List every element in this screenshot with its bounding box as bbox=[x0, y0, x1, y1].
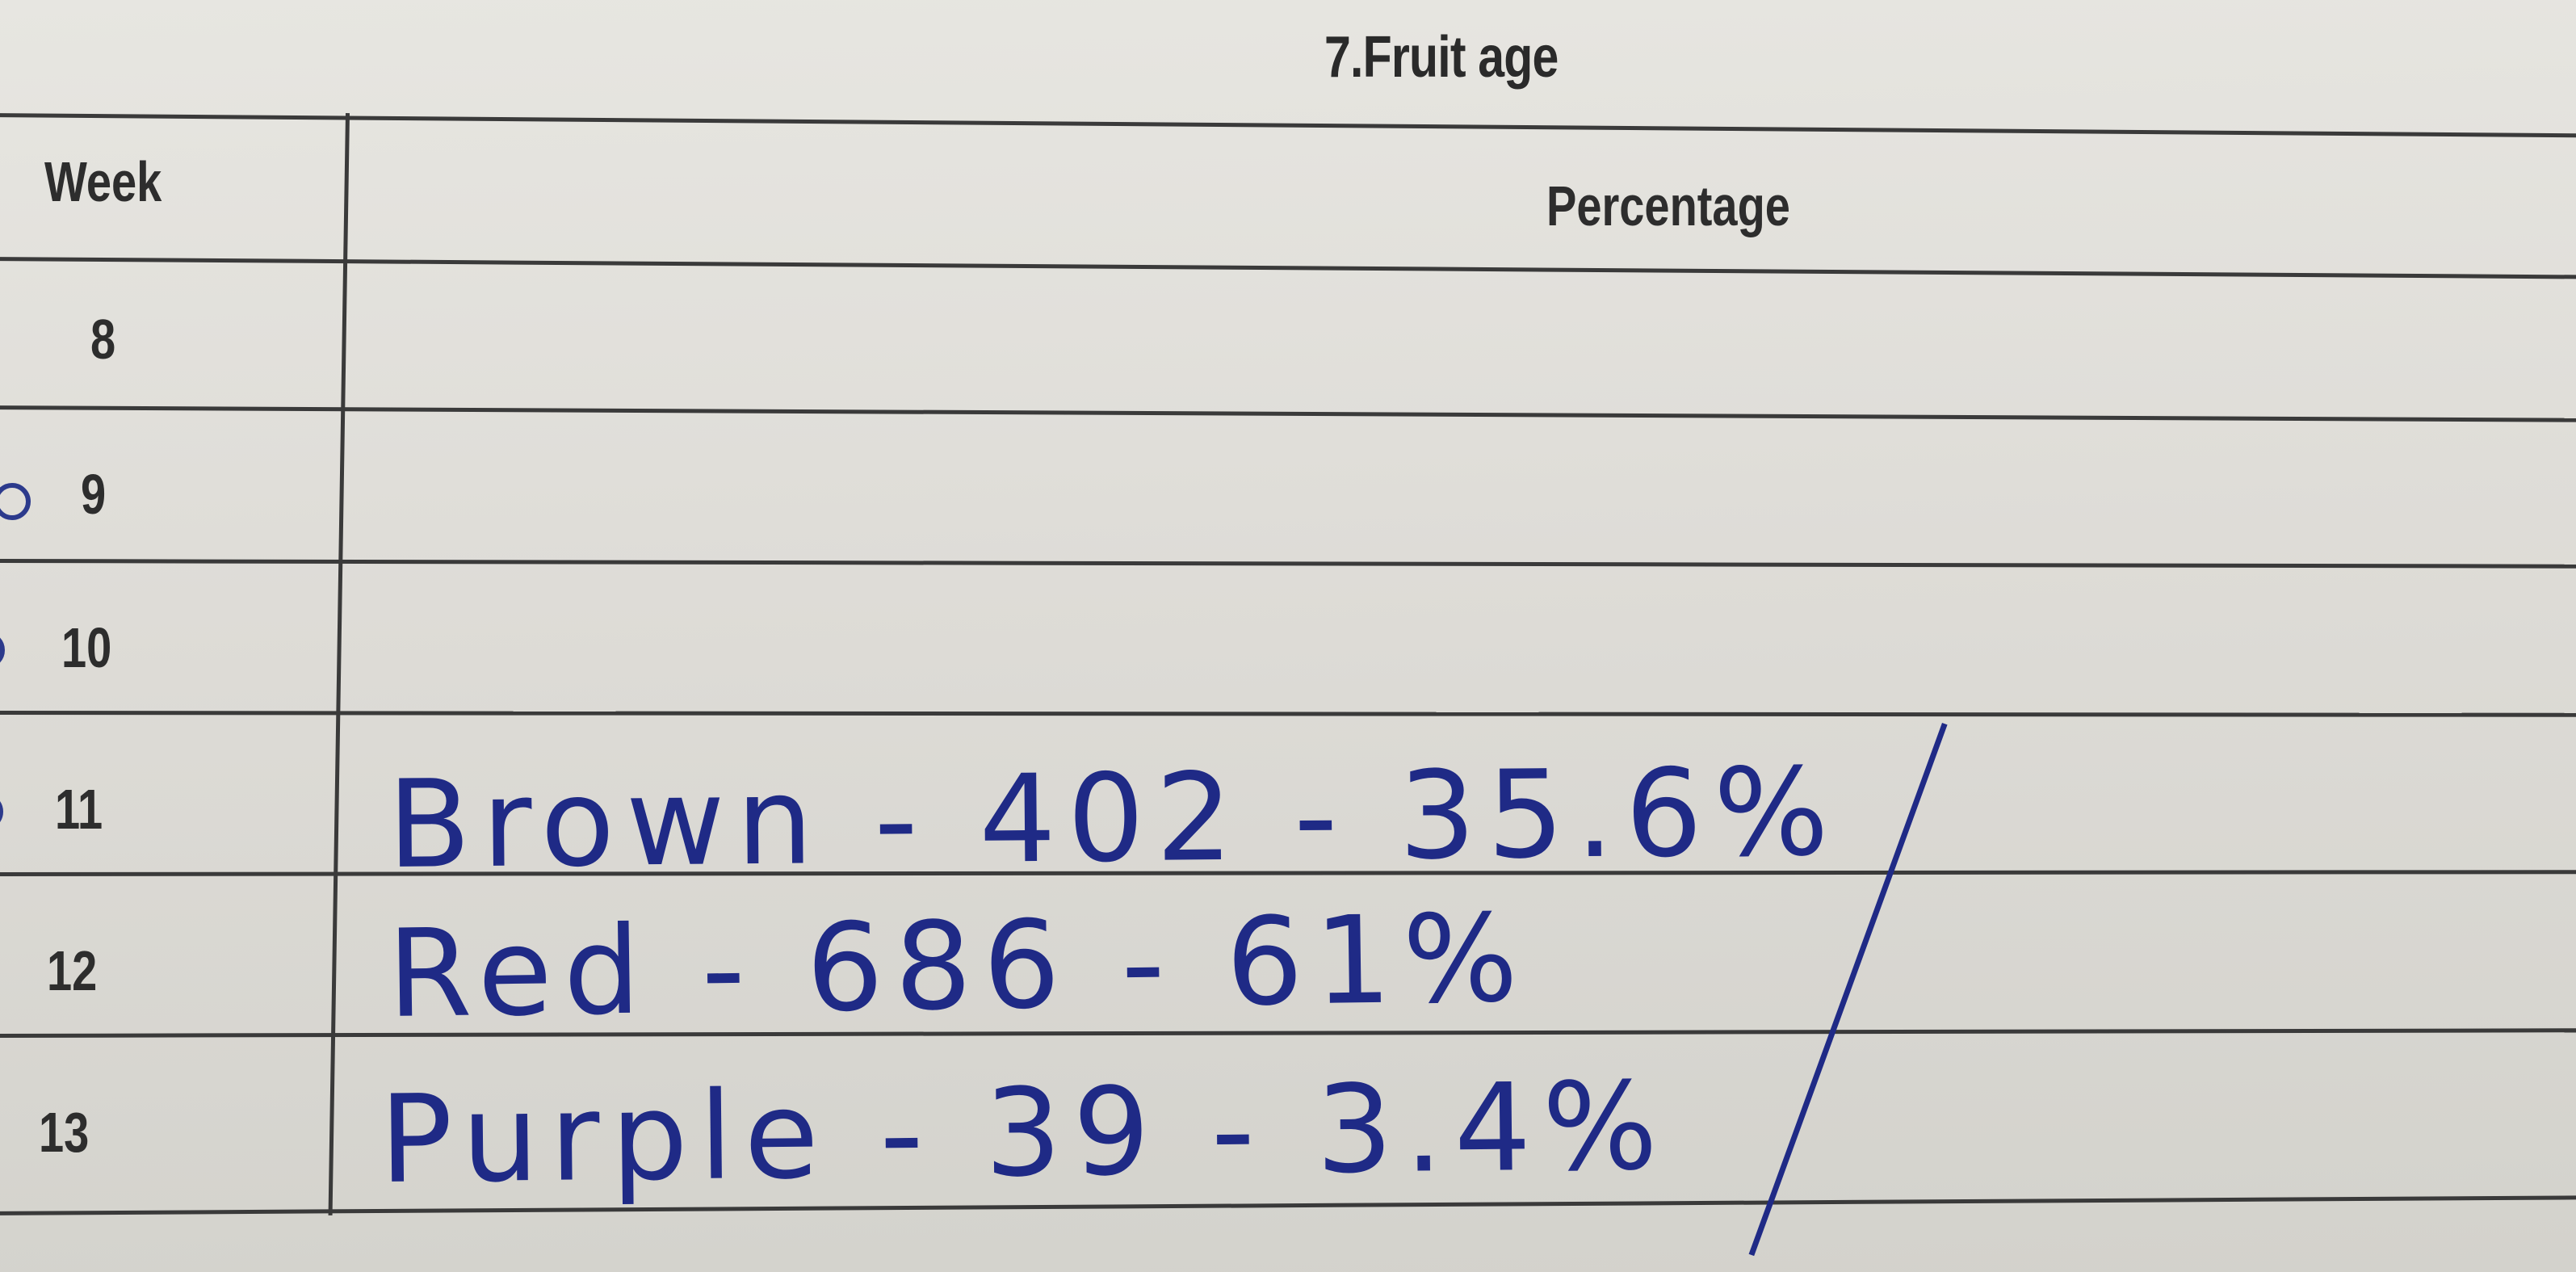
row-rule bbox=[0, 405, 2576, 422]
table-top-rule bbox=[0, 113, 2576, 137]
week-cell: 8 bbox=[90, 308, 116, 371]
table-title: 7.Fruit age bbox=[1324, 25, 1559, 90]
row-rule bbox=[0, 711, 2576, 717]
percentage-header: Percentage bbox=[1546, 174, 1790, 237]
week-cell: 13 bbox=[39, 1101, 90, 1164]
week-cell: 11 bbox=[55, 778, 103, 841]
column-divider bbox=[329, 113, 350, 1215]
percentage-cell: Purple - 39 - 3.4% bbox=[379, 1056, 1670, 1211]
binder-hole-mark bbox=[0, 632, 5, 669]
binder-hole-mark bbox=[0, 483, 31, 520]
row-rule bbox=[0, 559, 2576, 569]
binder-hole-mark bbox=[0, 793, 3, 830]
percentage-cell: Brown - 402 - 35.6% bbox=[387, 742, 1841, 896]
week-cell: 9 bbox=[81, 463, 107, 526]
header-bottom-rule bbox=[0, 257, 2576, 279]
week-header: Week bbox=[44, 150, 162, 213]
percentage-cell: Red - 686 - 61% bbox=[386, 888, 1530, 1045]
week-cell: 10 bbox=[61, 616, 112, 679]
week-cell: 12 bbox=[47, 939, 98, 1002]
